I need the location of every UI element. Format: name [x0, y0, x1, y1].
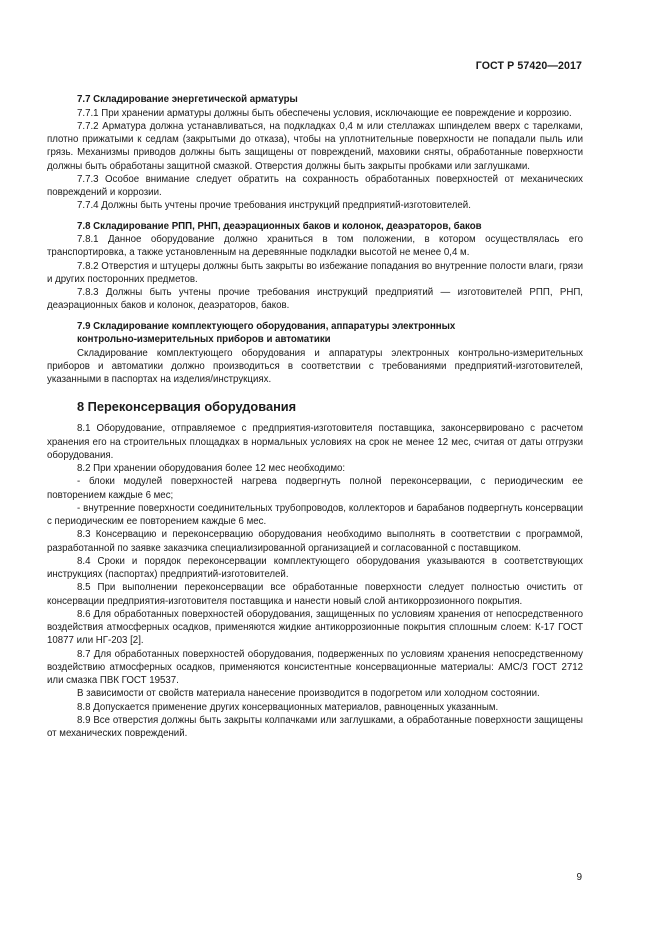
paragraph-8-8: 8.8 Допускается применение других консервационных материалов, равноценных указанным. [77, 701, 499, 713]
paragraph-8-4: 8.4 Сроки и порядок переконсервации комплектующего оборудования указываются в соответствующих инструкциях (паспортах) предприятий-изготовителей. [47, 555, 583, 580]
paragraph-8-6: 8.6 Для обработанных поверхностей оборудования, защищенных по условиям хранения от непосредственного воздействия атмосферных осадков, применяются жидкие антикоррозионные покрытия сплошным слоем: К-17 ГОСТ 10877 или НГ-203 [2]. [47, 608, 583, 647]
paragraph-8-1: 8.1 Оборудование, отправляемое с предприятия-изготовителя поставщика, законсервировано с расчетом хранения его на строительных площадках в нормальных условиях на срок не менее 12 мес, считая от даты отгрузки оборудования. [47, 423, 583, 461]
paragraph-8-3: 8.3 Консервацию и переконсервацию оборудования необходимо выполнять в соответствии с программой, разработанной по заявке заказчика специализированной организацией и согласованной с поставщиком. [47, 529, 583, 554]
paragraph-7-7-2: 7.7.2 Арматура должна устанавливаться, на подкладках 0,4 м или стеллажах шпинделем вверх с тарелками, плотно прижатыми к седлам (закрытыми до отказа), чтобы на уплотнительные поверхности не попадали пыль или грязь. Механизмы приводов должны быть защищены от повреждений, маховики сняты, обработанные поверхности должны быть обработаны защитной смазкой. Отверстия должны быть закрыты пробками или заглушками. [47, 120, 583, 172]
paragraph-7-8-3: 7.8.3 Должны быть учтены прочие требования инструкций предприятий — изготовителей РПП, РНП, деаэрационных баков и колонок, деаэраторов, баков. [47, 287, 583, 312]
paragraph-8-5: 8.5 При выполнении переконсервации все обработанные поверхности следует полностью очистить от консервации предприятия-изготовителя поставщика и нанести новый слой антикоррозионного покрытия. [47, 582, 583, 607]
paragraph-7-7-1: 7.7.1 При хранении арматуры должны быть обеспечены условия, исключающие ее повреждение и коррозию. [77, 107, 572, 119]
section-heading-7-9-line1: 7.9 Складирование комплектующего оборудования, аппаратуры электронных [77, 320, 456, 332]
document-body [47, 93, 583, 740]
paragraph-8-7-cont: В зависимости от свойств материала нанесение производится в подогретом или холодном состоянии. [77, 688, 540, 700]
paragraph-7-9: Складирование комплектующего оборудования и аппаратуры электронных контрольно-измерительных приборов и автоматики должно производиться в соответствии с требованиями предприятий-изготовителей, указанными в паспортах на изделия/инструкциях. [47, 347, 583, 385]
paragraph-7-7-3: 7.7.3 Особое внимание следует обратить на сохранность обработанных поверхностей от механических повреждений и коррозии. [47, 173, 583, 198]
paragraph-8-2: 8.2 При хранении оборудования более 12 мес необходимо: [77, 463, 346, 474]
list-item-8-2-a: - блоки модулей поверхностей нагрева подвергнуть полной переконсервации, с периодическим ее повторением каждые 6 мес; [47, 476, 583, 501]
paragraph-7-8-1: 7.8.1 Данное оборудование должно храниться в том положении, в котором осуществлялась его транспортировка, а также установленным на деревянные подкладки высотой не менее 0,4 м. [47, 234, 583, 259]
page-number: 9 [576, 872, 582, 883]
section-heading-7-9-line2: контрольно-измерительных приборов и автоматики [77, 334, 331, 345]
section-heading-7-9 [47, 320, 583, 347]
section-heading-7-8: 7.8 Складирование РПП, РНП, деаэрационных баков и колонок, деаэраторов, баков [77, 220, 482, 232]
section-heading-7-7: 7.7 Складирование энергетической арматуры [77, 94, 298, 105]
list-item-8-2-b: - внутренние поверхности соединительных трубопроводов, коллекторов и барабанов подвергнуть консервации с периодическим ее повторением каждые 6 мес. [47, 502, 583, 527]
paragraph-8-7: 8.7 Для обработанных поверхностей оборудования, подверженных по условиям хранения непосредственному воздействию атмосферных осадков, применяются консистентные консервационные материалы: АМС/3 ГОСТ 2712 или смазка ПВК ГОСТ 19537. [47, 648, 583, 686]
document-header: ГОСТ Р 57420—2017 [475, 60, 582, 72]
paragraph-7-7-4: 7.7.4 Должны быть учтены прочие требования инструкций предприятий-изготовителей. [77, 200, 471, 212]
paragraph-7-8-2: 7.8.2 Отверстия и штуцеры должны быть закрыты во избежание попадания во внутренние полости влаги, грязи и других посторонних предметов. [47, 260, 583, 285]
paragraph-8-9: 8.9 Все отверстия должны быть закрыты колпачками или заглушками, а обработанные поверхности защищены от механических повреждений. [47, 714, 583, 739]
section-heading-8: 8 Переконсервация оборудования [77, 399, 297, 415]
